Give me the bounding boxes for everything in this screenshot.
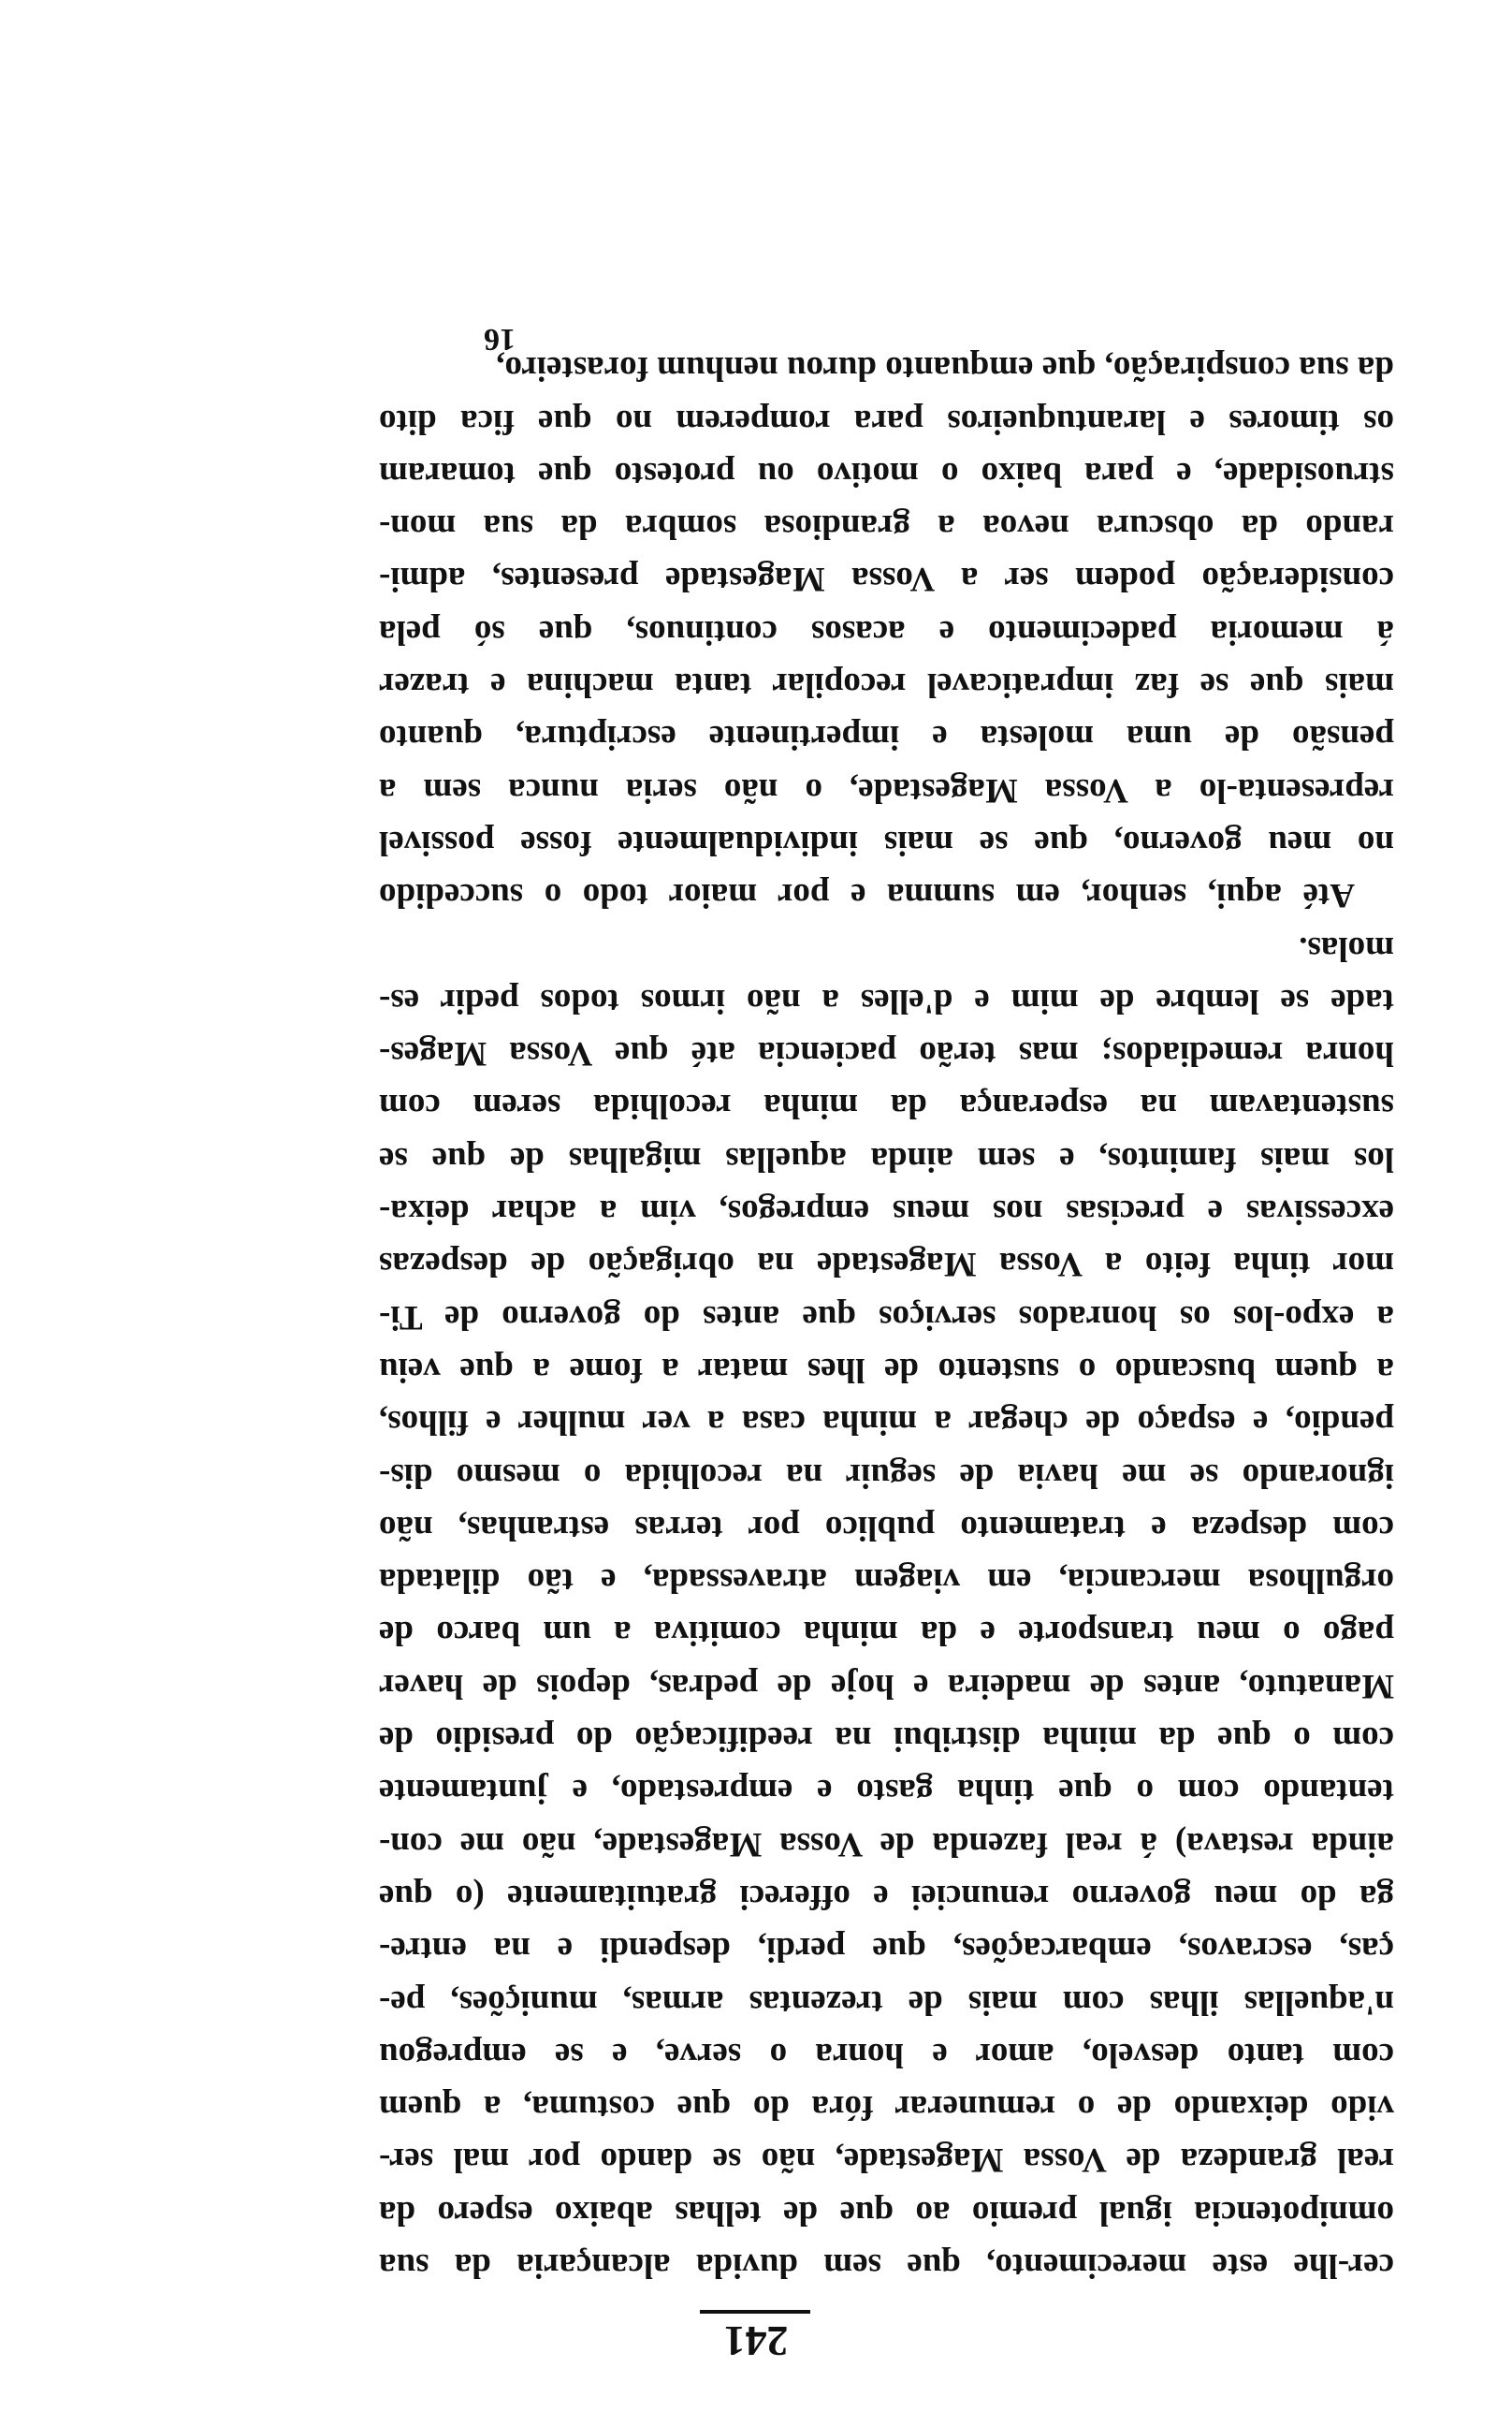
text-line: com tanto desvelo, amor e honra o serve, e se empregou <box>379 2035 1394 2074</box>
text-line: struosidade, e para baixo o motivo ou protesto que tomaram <box>379 454 1394 493</box>
text-line: mais que se faz impraticavel recopilar tanta machina e trazer <box>379 665 1394 705</box>
text-line: tade se lembre de mim e d'elles a não irmos todos pedir es- <box>379 981 1394 1020</box>
text-line: no meu governo, que se mais individualmente fosse possivel <box>379 823 1394 862</box>
text-line: a quem buscando o sustento de lhes matar a fome a que veiu <box>379 1350 1394 1389</box>
text-line: honra remediados; mas terão paciencia até que Vossa Mages- <box>379 1034 1394 1074</box>
text-line: os timores e larantuqueiros para romperem no que fica dito <box>379 402 1394 441</box>
text-line: cer-lhe este merecimento, que sem duvida alcançaria da sua <box>379 2246 1394 2285</box>
text-line: representa-lo a Vossa Magestade, o não seria nunca sem a <box>379 770 1394 810</box>
text-line: omnipotencia igual premio ao que de telhas abaixo espero da <box>379 2193 1394 2232</box>
text-line: ga do meu governo renunciei e offereci gratuitamente (o que <box>379 1877 1394 1916</box>
text-line: vido deixando de o remunerar fóra do que costuma, a quem <box>379 2088 1394 2127</box>
text-line: á memoria padecimento e acasos continuos, que só pela <box>379 612 1394 651</box>
text-line: ainda restava) á real fazenda de Vossa Magestade, não me con- <box>379 1824 1394 1863</box>
text-line: consideração podem ser a Vossa Magestade presentes, admi- <box>379 560 1394 599</box>
text-line: pendio, e espaço de chegar a minha casa a ver mulher e filhos, <box>379 1403 1394 1442</box>
text-line: molas. <box>1299 928 1394 968</box>
text-line: com o que da minha distribui na reedificação do presidio de <box>379 1719 1394 1759</box>
text-line: ignorando se me havia de seguir na recolhida o mesmo dis- <box>379 1455 1394 1495</box>
text-line: real grandeza de Vossa Magestade, não se dando por mal ser- <box>379 2141 1394 2180</box>
text-line: com despeza e tratamento publico por terras estranhas, não <box>379 1508 1394 1547</box>
text-line: n'aquellas ilhas com mais de trezentas armas, munições, pe- <box>379 1982 1394 2022</box>
page-number: 241 <box>723 2317 789 2365</box>
text-line: excessivas e precisas nos meus empregos, vim a achar deixa- <box>379 1192 1394 1232</box>
signature-mark: 16 <box>484 322 516 357</box>
text-line: tentando com o que tinha gasto e emprestado, e juntamente <box>379 1772 1394 1811</box>
text-line: rando da obscura nevoa a grandiosa sombra da sua mon- <box>379 507 1394 547</box>
text-line: Manatuto, antes de madeira e hoje de pedras, depois de haver <box>379 1666 1394 1705</box>
text-line: pago o meu transporte e da minha comitiva a um barco de <box>379 1614 1394 1653</box>
text-line: da sua conspiração, que emquanto durou nenhum forasteiro, <box>496 349 1394 388</box>
body-text <box>379 342 1394 2291</box>
text-line: mor tinha feito a Vossa Magestade na obrigação de despezas <box>379 1245 1394 1284</box>
text-line: ças, escravos, embarcações, que perdi, despendi e na entre- <box>379 1930 1394 1969</box>
text-line: pensão de uma molesta e impertinente escriptura, quanto <box>379 718 1394 757</box>
text-line: a expo-los os honrados serviços que antes do governo de Ti- <box>379 1297 1394 1337</box>
header-rule <box>700 2310 810 2314</box>
text-line: los mais famintos, e sem ainda aquellas migalhas de que se <box>379 1139 1394 1178</box>
text-line: Até aqui, senhor, em summa e por maior todo o succedido <box>379 876 1355 915</box>
text-line: orgulhosa mercancia, em viagem atravessada, e tão dilatada <box>379 1561 1394 1600</box>
text-line: sustentavam na esperança da minha recolhida serem com <box>379 1087 1394 1126</box>
